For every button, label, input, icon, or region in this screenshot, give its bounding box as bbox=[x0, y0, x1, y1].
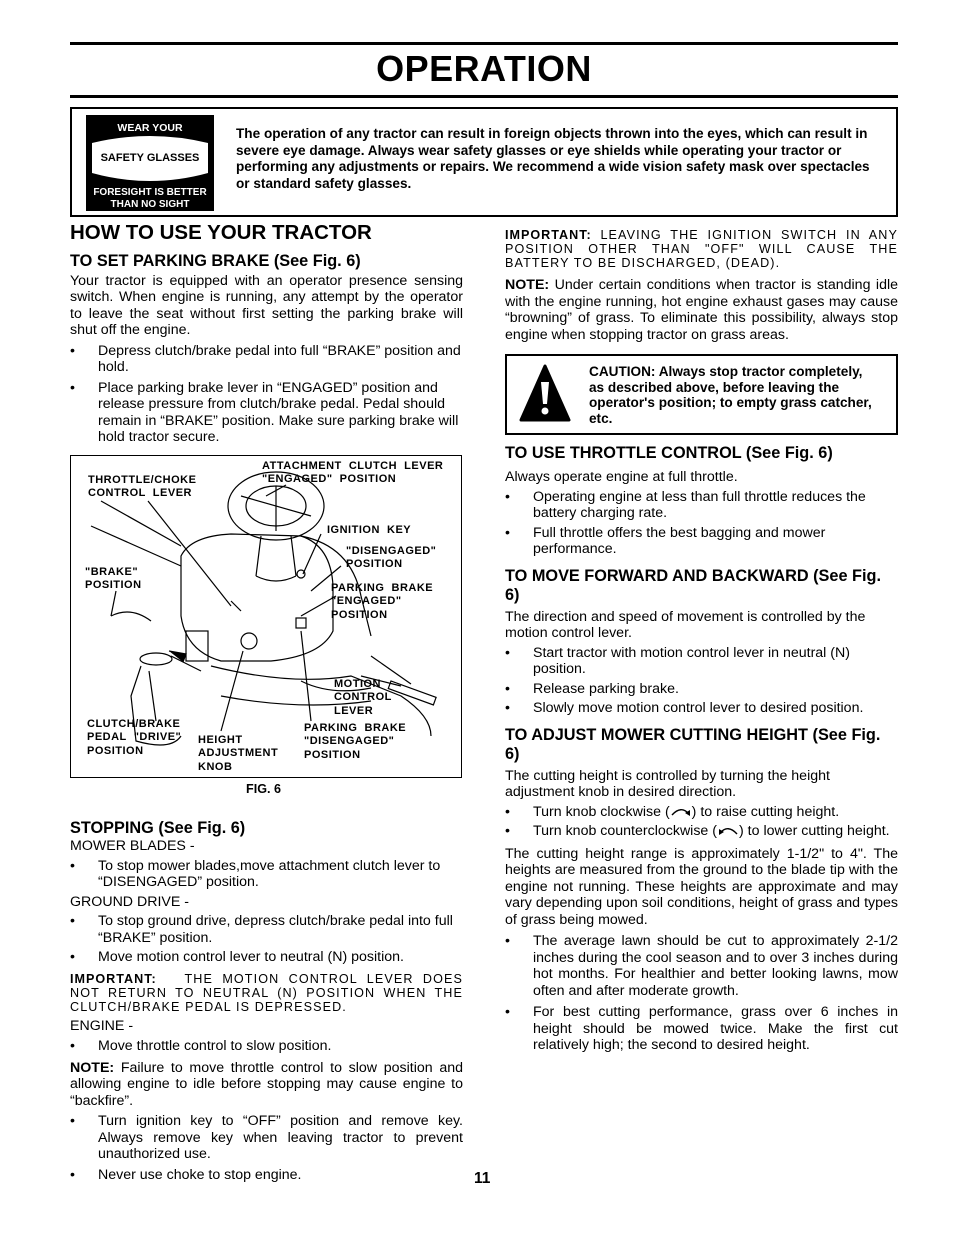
ground-drive-label: GROUND DRIVE - bbox=[70, 893, 190, 910]
header-top-rule bbox=[70, 42, 898, 45]
label-disengaged-position: "DISENGAGED" POSITION bbox=[346, 545, 437, 571]
note-browning: NOTE: Under certain conditions when tractor is standing idle with the engine running, hot engine exhaust gases may cause “browning” of grass. To eliminate this possibility, always stop engine when stopping tractor on grass areas. bbox=[505, 277, 899, 343]
left-column-top bbox=[70, 221, 463, 446]
badge-bottom-text-1: FORESIGHT IS BETTER bbox=[93, 187, 207, 198]
page-number: 11 bbox=[474, 1170, 491, 1187]
label-attachment-clutch: ATTACHMENT CLUTCH LEVER "ENGAGED" POSITION bbox=[262, 460, 444, 486]
mower-blades-label: MOWER BLADES - bbox=[70, 838, 195, 854]
label-parking-brake-engaged: PARKING BRAKE "ENGAGED" POSITION bbox=[331, 582, 434, 621]
parking-brake-heading: TO SET PARKING BRAKE (See Fig. 6) bbox=[70, 251, 361, 270]
label-height-adjustment-knob: HEIGHT ADJUSTMENT KNOB bbox=[198, 734, 279, 773]
adjust-intro: The cutting height is controlled by turning the height adjustment knob in desired direction. bbox=[505, 767, 830, 800]
safety-warning-box bbox=[70, 107, 898, 217]
counterclockwise-arrow-icon bbox=[717, 824, 739, 836]
parking-brake-intro: Your tractor is equipped with an operator presence sensing switch. When engine is running, any attempt by the operator to leave the seat without first setting the parking brake will shut off the engine. bbox=[70, 272, 463, 338]
caution-box bbox=[505, 354, 898, 435]
mower-blades-bullet: • To stop mower blades,move attachment clutch lever to “DISENGAGED” position. bbox=[70, 858, 463, 891]
important-label: IMPORTANT: bbox=[70, 971, 157, 986]
clockwise-arrow-icon bbox=[670, 805, 692, 817]
throttle-bullet-2: • Full throttle offers the best bagging and mower performance. bbox=[505, 525, 898, 558]
badge-top-text: WEAR YOUR bbox=[117, 122, 183, 134]
average-lawn-bullet: • The average lawn should be cut to approximately 2-1/2 inches during the cool season and to over 3 inches during hot months. For healthier and better looking lawns, mow often and after moderate growth. bbox=[505, 933, 898, 999]
section-title: HOW TO USE YOUR TRACTOR bbox=[70, 221, 372, 244]
parking-brake-bullet-2: • Place parking brake lever in “ENGAGED” position and release pressure from clutch/brake pedal. Pedal should remain in “BRAKE” position. Make sure parking brake will hold tractor secure. bbox=[70, 380, 463, 446]
figure-caption: FIG. 6 bbox=[246, 782, 281, 796]
badge-middle-text: SAFETY GLASSES bbox=[100, 152, 200, 164]
cutting-range-text: The cutting height range is approximately 1-1/2" to 4". The heights are measured from the ground to the blade tip with the engine not running. These heights are approximate and may vary depending upon soil conditions, height of grass and types of grass being mowed. bbox=[505, 845, 898, 928]
warning-triangle-icon bbox=[519, 364, 571, 424]
page-title: OPERATION bbox=[376, 48, 592, 89]
adjust-bullet-counterclockwise: • Turn knob counterclockwise ( ) to lower cutting height. bbox=[505, 823, 898, 840]
important-motion-lever: IMPORTANT: THE MOTION CONTROL LEVER DOES NOT RETURN TO NEUTRAL (N) POSITION WHEN THE CLUTCH/BRAKE PEDAL IS DEPRESSED. bbox=[70, 971, 463, 1014]
stopping-heading: STOPPING (See Fig. 6) bbox=[70, 819, 246, 837]
safety-glasses-badge bbox=[86, 115, 214, 211]
move-intro: The direction and speed of movement is controlled by the motion control lever. bbox=[505, 608, 866, 641]
right-column-bottom bbox=[505, 444, 898, 1054]
adjust-heading: TO ADJUST MOWER CUTTING HEIGHT (See Fig. 6) bbox=[505, 725, 881, 763]
figure-6-diagram bbox=[70, 455, 462, 778]
label-ignition-key: IGNITION KEY bbox=[327, 524, 412, 536]
engine-bullet: • Move throttle control to slow position. bbox=[70, 1038, 463, 1055]
label-throttle-choke: THROTTLE/CHOKE CONTROL LEVER bbox=[88, 474, 197, 500]
left-column-bottom bbox=[70, 819, 463, 1183]
ground-drive-bullet-2: • Move motion control lever to neutral (N) position. bbox=[70, 949, 463, 966]
right-column-top bbox=[505, 228, 898, 343]
label-motion-control-lever: MOTION CONTROL LEVER bbox=[334, 678, 392, 717]
adjust-bullet-clockwise: • Turn knob clockwise ( ) to raise cutting height. bbox=[505, 804, 898, 821]
label-clutch-brake-pedal: CLUTCH/BRAKE PEDAL "DRIVE" POSITION bbox=[87, 718, 182, 757]
label-parking-brake-disengaged: PARKING BRAKE "DISENGAGED" POSITION bbox=[304, 722, 407, 761]
choke-bullet: • Never use choke to stop engine. bbox=[70, 1167, 463, 1184]
throttle-intro: Always operate engine at full throttle. bbox=[505, 469, 738, 485]
best-cutting-bullet: • For best cutting performance, grass over 6 inches in height should be mowed twice. Make the first cut relatively high; the second to desired height. bbox=[505, 1004, 898, 1054]
caution-text: CAUTION: Always stop tractor completely, as described above, before leaving the operator's position; to empty grass catcher, etc. bbox=[589, 364, 872, 426]
note-label-right: NOTE: bbox=[505, 277, 550, 293]
ground-drive-bullet-1: • To stop ground drive, depress clutch/brake pedal into full “BRAKE” position. bbox=[70, 913, 463, 946]
note-backfire: NOTE: Failure to move throttle control to slow position and allowing engine to idle before stopping may cause engine to “backfire”. bbox=[70, 1059, 463, 1109]
ignition-key-bullet: • Turn ignition key to “OFF” position and remove key. Always remove key when leaving tractor to prevent unauthorized use. bbox=[70, 1113, 463, 1163]
move-bullet-1: • Start tractor with motion control lever in neutral (N) position. bbox=[505, 645, 898, 678]
badge-bottom-text-2: THAN NO SIGHT bbox=[110, 199, 190, 210]
engine-label: ENGINE - bbox=[70, 1017, 134, 1034]
move-bullet-3: • Slowly move motion control lever to desired position. bbox=[505, 700, 898, 717]
note-label: NOTE: bbox=[70, 1059, 115, 1076]
label-brake-position: "BRAKE" POSITION bbox=[85, 566, 142, 592]
throttle-heading: TO USE THROTTLE CONTROL (See Fig. 6) bbox=[505, 444, 833, 462]
throttle-bullet-1: • Operating engine at less than full throttle reduces the battery charging rate. bbox=[505, 489, 898, 522]
move-bullet-2: • Release parking brake. bbox=[505, 681, 898, 698]
safety-warning-text: The operation of any tractor can result in foreign objects thrown into the eyes, which can result in severe eye damage. Always wear safety glasses or eye shields while operating your tractor or performing any adjustments or repairs. We recommend a wide vision safety mask over spectacles or standard safety glasses. bbox=[236, 126, 870, 191]
important-label-right: IMPORTANT: bbox=[505, 228, 592, 242]
move-heading: TO MOVE FORWARD AND BACKWARD (See Fig. 6) bbox=[505, 566, 881, 604]
parking-brake-bullet-1: • Depress clutch/brake pedal into full “BRAKE” position and hold. bbox=[70, 343, 463, 376]
important-ignition: IMPORTANT: LEAVING THE IGNITION SWITCH IN ANY POSITION OTHER THAN "OFF" WILL CAUSE THE BATTERY TO BE DISCHARGED, (DEAD). bbox=[505, 228, 898, 270]
header-bottom-rule bbox=[70, 95, 898, 98]
